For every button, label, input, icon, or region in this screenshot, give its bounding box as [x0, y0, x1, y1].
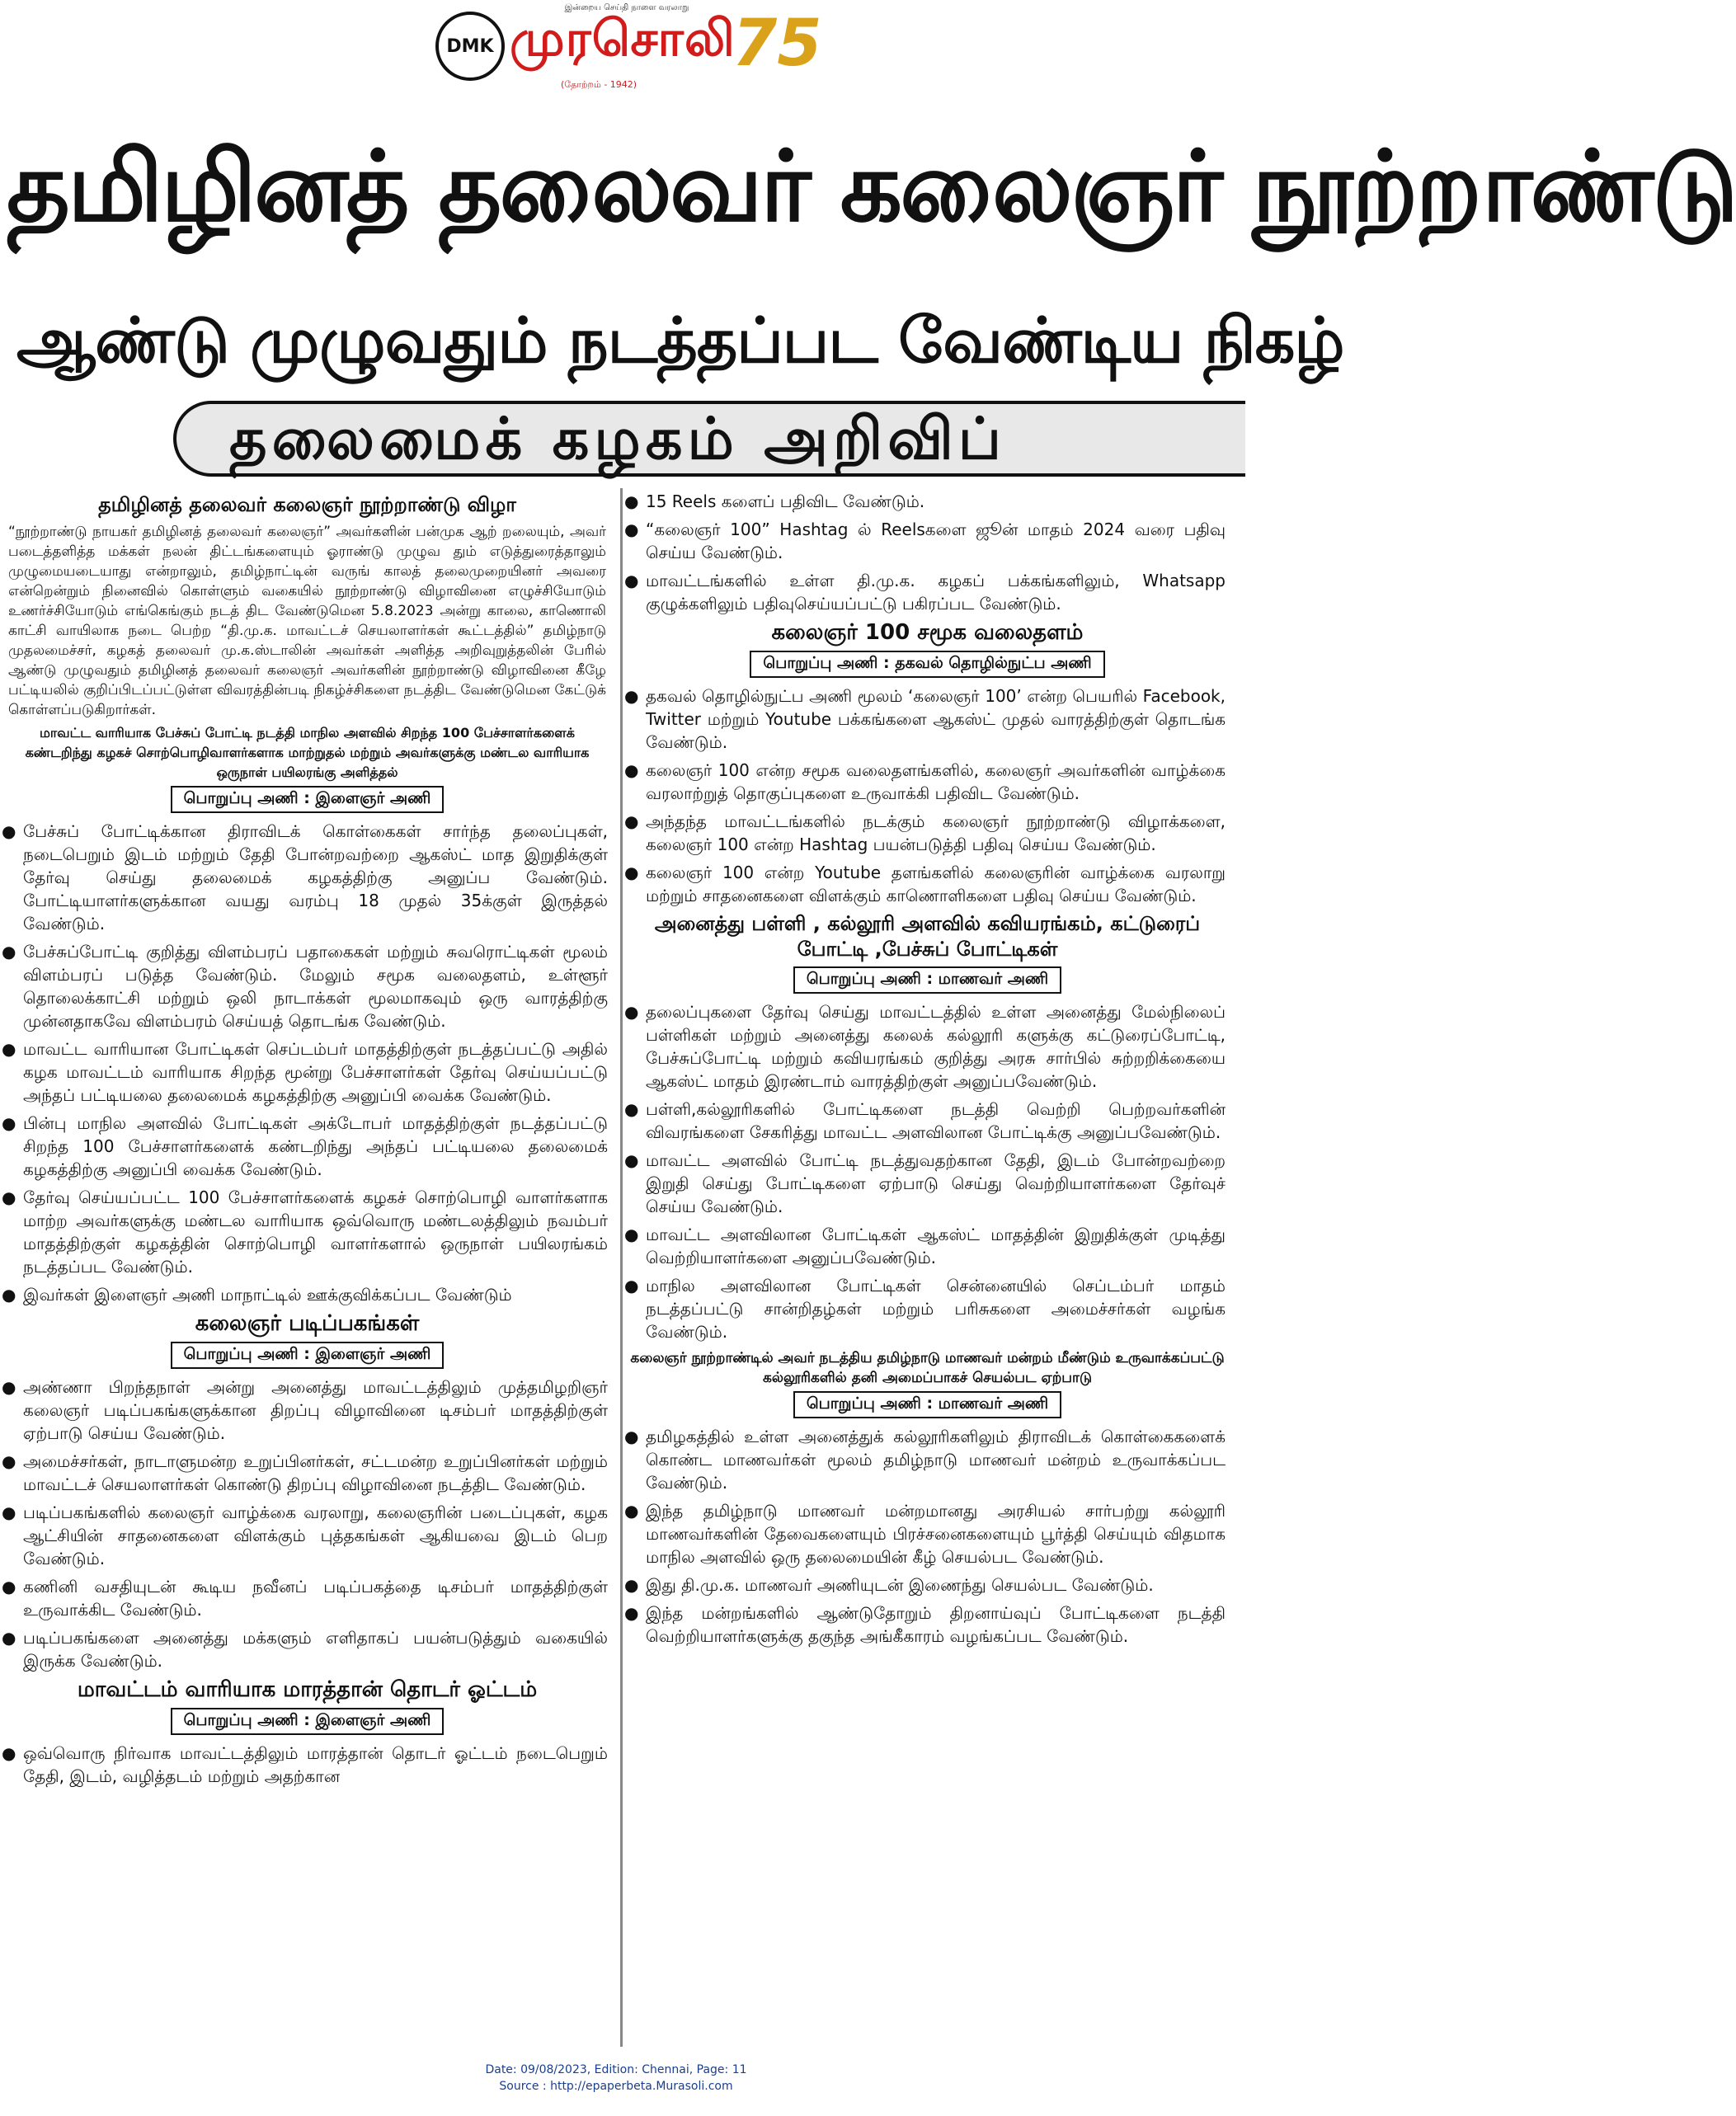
newspaper-subtitle: (தோற்றம் - 1942) — [561, 79, 637, 90]
speech-contest-note: மாவட்ட வாரியாக பேச்சுப் போட்டி நடத்தி மாநில அளவில் சிறந்த 100 பேச்சாளர்களைக் கண்டறிந்து கழகச் சொற்பொழிவாளர்களாக மாற்றுதல் மற்றும் அவர்களுக்கு மண்டல வாரியாக ஒருநாள் பயிலரங்கு அளித்தல் — [25, 725, 590, 780]
list-item: ● பேச்சுப் போட்டிக்கான திராவிடக் கொள்கைகள் சார்ந்த தலைப்புகள், நடைபெறும் இடம் மற்றும் தேதி போன்றவற்றை ஆகஸ்ட் மாத இறுதிக்குள் தேர்வு செய்து தலைமைக் கழகத்திற்கு அனுப்ப வேண்டும். போட்டியாளர்களுக்கான வயது வரம்பு 18 முதல் 35க்குள் இருத்தல் வேண்டும். — [23, 820, 608, 935]
list-item: ● கலைஞர் 100 என்ற Youtube தளங்களில் கலைஞரின் வாழ்க்கை வரலாறு மற்றும் சாதனைகளை விளக்கும் காணொளிகளை பதிவு செய்ய வேண்டும். — [646, 861, 1226, 907]
list-item: ● மாநில அளவிலான போட்டிகள் சென்னையில் செப்டம்பர் மாதம் நடத்தப்பட்டு சான்றிதழ்கள் மற்றும் பரிசுகளை அமைச்சர்கள் வழங்க வேண்டும். — [646, 1274, 1226, 1343]
list-item: ● ஒவ்வொரு நிர்வாக மாவட்டத்திலும் மாரத்தான் தொடர் ஓட்டம் நடைபெறும் தேதி, இடம், வழித்தடம் மற்றும் அதற்கான — [23, 1742, 608, 1788]
list-item: ● மாவட்டங்களில் உள்ள தி.மு.க. கழகப் பக்கங்களிலும், Whatsapp குழுக்களிலும் பதிவுசெய்யப்பட்டு பகிரப்பட வேண்டும். — [646, 569, 1226, 615]
list-item: ● அண்ணா பிறந்தநாள் அன்று அனைத்து மாவட்டத்திலும் முத்தமிழறிஞர் கலைஞர் படிப்பகங்களுக்கான திறப்பு விழாவினை டிசம்பர் மாதத்திற்குள் ஏற்பாடு செய்ய வேண்டும். — [23, 1375, 608, 1445]
page-footer — [0, 2062, 1232, 2095]
list-item: ● இந்த மன்றங்களில் ஆண்டுதோறும் திறனாய்வுப் போட்டிகளை நடத்தி வெற்றியாளர்களுக்கு தகுந்த அங்கீகாரம் வழங்கப்பட வேண்டும். — [646, 1601, 1226, 1648]
reels-list — [623, 490, 1232, 615]
list-item: ● இது தி.மு.க. மாணவர் அணியுடன் இணைந்து செயல்பட வேண்டும். — [646, 1573, 1226, 1596]
school-contest-list — [623, 1000, 1232, 1343]
main-headline: தமிழினத் தலைவர் கலைஞர் நூற்றாண்டு — [7, 129, 1736, 243]
speech-contest-list — [0, 820, 614, 1306]
responsibility-label: பொறுப்பு அணி : மாணவர் அணி — [793, 1391, 1061, 1418]
student-forum-note: கலைஞர் நூற்றாண்டில் அவர் நடத்திய தமிழ்நாடு மாணவர் மன்றம் மீண்டும் உருவாக்கப்பட்டு கல்லூரிகளில் தனி அமைப்பாகச் செயல்பட ஏற்பாடு — [630, 1350, 1225, 1386]
edition-date: Date: 09/08/2023, Edition: Chennai, Page: 11 — [485, 2063, 747, 2076]
responsibility-label: பொறுப்பு அணி : இளைஞர் அணி — [171, 786, 445, 813]
marathon-title: மாவட்டம் வாரியாக மாரத்தான் தொடர் ஓட்டம் — [77, 1677, 538, 1702]
right-column — [620, 488, 1232, 2047]
student-forum-list — [623, 1425, 1232, 1648]
social-media-list — [623, 684, 1232, 907]
list-item: ● படிப்பகங்களை அனைத்து மக்களும் எளிதாகப் பயன்படுத்தும் வகையில் இருக்க வேண்டும். — [23, 1626, 608, 1672]
left-column — [0, 488, 614, 2047]
list-item: ● மாவட்ட வாரியான போட்டிகள் செப்டம்பர் மாதத்திற்குள் நடத்தப்பட்டு அதில் கழக மாவட்டம் வாரியாக சிறந்த மூன்று பேச்சாளர்கள் தேர்வு செய்யப்பட்டு அந்தப் பட்டியலை தலைமைக் கழகத்திற்கு அனுப்பி வைக்க வேண்டும். — [23, 1037, 608, 1107]
social-media-title: கலைஞர் 100 சமூக வலைதளம் — [771, 620, 1084, 645]
newspaper-name: முரசொலி — [510, 10, 736, 68]
list-item: ● தேர்வு செய்யப்பட்ட 100 பேச்சாளர்களைக் கழகச் சொற்பொழி வாளர்களாக மாற்ற அவர்களுக்கு மண்டல வாரியாக ஒவ்வொரு மண்டலத்திலும் நவம்பர் மாதத்திற்குள் கழகத்தின் சொற்பொழி வாளர்களால் ஒருநாள் பயிலரங்கம் நடத்தப்பட வேண்டும். — [23, 1186, 608, 1278]
anniversary-emblem: 75 — [732, 7, 822, 81]
responsibility-label: பொறுப்பு அணி : இளைஞர் அணி — [171, 1342, 445, 1369]
responsibility-label: பொறுப்பு அணி : இளைஞர் அணி — [171, 1708, 445, 1735]
list-item: ● தமிழகத்தில் உள்ள அனைத்துக் கல்லூரிகளிலும் திராவிடக் கொள்கைகளைக் கொண்ட மாணவர்கள் மூலம் தமிழ்நாடு மாணவர் மன்றம் உருவாக்கப்பட வேண்டும். — [646, 1425, 1226, 1494]
list-item: ● தலைப்புகளை தேர்வு செய்து மாவட்டத்தில் உள்ள அனைத்து மேல்நிலைப் பள்ளிகள் மற்றும் அனைத்து கலைக் கல்லூரி களுக்கு கட்டுரைப்போட்டி, பேச்சுப்போட்டி மற்றும் கவியரங்கம் குறித்து அரசு சார்பில் சுற்றறிக்கையை ஆகஸ்ட் மாதம் இரண்டாம் வாரத்திற்குள் அனுப்பவேண்டும். — [646, 1000, 1226, 1093]
library-title: கலைஞர் படிப்பகங்கள் — [195, 1311, 420, 1336]
list-item: ● இந்த தமிழ்நாடு மாணவர் மன்றமானது அரசியல் சார்பற்று கல்லூரி மாணவர்களின் தேவைகளையும் பிரச்சனைகளையும் பூர்த்தி செய்யும் விதமாக மாநில அளவில் ஒரு தலைமையின் கீழ் செயல்பட வேண்டும். — [646, 1499, 1226, 1568]
announcement-banner: தலைமைக் கழகம் அறிவிப் — [173, 401, 1245, 477]
list-item: ● மாவட்ட அளவில் போட்டி நடத்துவதற்கான தேதி, இடம் போன்றவற்றை இறுதி செய்து போட்டிகளை ஏற்பாடு செய்து வெற்றியாளர்களை தேர்வுச் செய்ய வேண்டும். — [646, 1149, 1226, 1218]
list-item: ● பள்ளி,கல்லூரிகளில் போட்டிகளை நடத்தி வெற்றி பெற்றவர்களின் விவரங்களை சேகரித்து மாவட்ட அளவிலான போட்டிக்கு அனுப்பவேண்டும். — [646, 1098, 1226, 1144]
source-link[interactable]: Source : http://epaperbeta.Murasoli.com — [499, 2080, 733, 2093]
intro-paragraph: “நூற்றாண்டு நாயகர் தமிழினத் தலைவர் கலைஞர்” அவர்களின் பன்முக ஆற் றலையும், அவர் படைத்தளித்த மக்கள் நலன் திட்டங்களையும் ஓராண்டு முழுவ தும் எடுத்துரைத்தாலும் முழுமையடையாது என்றாலும், தமிழ்நாட்டின் வருங் காலத் தலைமுறையினர் அவரை என்றென்றும் நினைவில் கொள்ளும் வகையில் நூற்றாண்டு விழாவினை எழுச்சியோடும் உணர்ச்சியோடும் எங்கெங்கும் நடத் திட வேண்டுமென 5.8.2023 அன்று காலை, காணொலி காட்சி வாயிலாக நடை பெற்ற “தி.மு.க. மாவட்டச் செயலாளர்கள் கூட்டத்தில்” தமிழ்நாடு முதலமைச்சர், கழகத் தலைவர் மு.க.ஸ்டாலின் அவர்கள் அளித்த அறிவுறுத்தலின் பேரில் ஆண்டு முழுவதும் தமிழினத் தலைவர் கலைஞர் அவர்களின் நூற்றாண்டு விழாவினை கீழே பட்டியலில் குறிப்பிடப்பட்டுள்ள விவரத்தின்படி நிகழ்ச்சிகளை நடத்திட வேண்டுமென கேட்டுக் கொள்ளப்படுகிறார்கள். — [8, 524, 606, 718]
sub-headline: ஆண்டு முழுவதும் நடத்தப்பட வேண்டிய நிகழ் — [16, 303, 1344, 377]
list-item: ● கணினி வசதியுடன் கூடிய நவீனப் படிப்பகத்தை டிசம்பர் மாதத்திற்குள் உருவாக்கிட வேண்டும். — [23, 1575, 608, 1621]
list-item: ● கலைஞர் 100 என்ற சமூக வலைதளங்களில், கலைஞர் அவர்களின் வாழ்க்கை வரலாற்றுத் தொகுப்புகளை உருவாக்கி பதிவிட வேண்டும். — [646, 759, 1226, 805]
list-item: ● மாவட்ட அளவிலான போட்டிகள் ஆகஸ்ட் மாதத்தின் இறுதிக்குள் முடித்து வெற்றியாளர்களை அனுப்பவேண்டும். — [646, 1223, 1226, 1269]
list-item: ● இவர்கள் இளைஞர் அணி மாநாட்டில் ஊக்குவிக்கப்பட வேண்டும் — [23, 1283, 608, 1306]
list-item: ● “கலைஞர் 100” Hashtag ல் Reelsகளை ஜூன் மாதம் 2024 வரை பதிவு செய்ய வேண்டும். — [646, 518, 1226, 564]
list-item: ● அமைச்சர்கள், நாடாளுமன்ற உறுப்பினர்கள், சட்டமன்ற உறுப்பினர்கள் மற்றும் மாவட்டச் செயலாளர்கள் கொண்டு திறப்பு விழாவினை நடத்திட வேண்டும். — [23, 1450, 608, 1496]
marathon-list — [0, 1742, 614, 1788]
masthead — [0, 0, 1232, 99]
list-item: ● 15 Reels களைப் பதிவிட வேண்டும். — [646, 490, 1226, 513]
list-item: ● பின்பு மாநில அளவில் போட்டிகள் அக்டோபர் மாதத்திற்குள் நடத்தப்பட்டு சிறந்த 100 பேச்சாளர்களைக் கண்டறிந்து அந்தப் பட்டியலை தலைமைக் கழகத்திற்கு அனுப்பி வைக்க வேண்டும். — [23, 1112, 608, 1181]
masthead-tagline: இன்றைய செய்தி நாளை வரலாறு — [564, 3, 689, 12]
responsibility-label: பொறுப்பு அணி : மாணவர் அணி — [793, 966, 1061, 994]
intro-title: தமிழினத் தலைவர் கலைஞர் நூற்றாண்டு விழா — [98, 493, 516, 516]
list-item: ● படிப்பகங்களில் கலைஞர் வாழ்க்கை வரலாறு, கலைஞரின் படைப்புகள், கழக ஆட்சியின் சாதனைகளை விளக்கும் புத்தகங்கள் ஆகியவை இடம் பெற வேண்டும். — [23, 1501, 608, 1570]
list-item: ● பேச்சுப்போட்டி குறித்து விளம்பரப் பதாகைகள் மற்றும் சுவரொட்டிகள் மூலம் விளம்பரப் படுத்த வேண்டும். மேலும் சமூக வலைதளம், உள்ளூர் தொலைக்காட்சி மற்றும் ஒலி நாடாக்கள் மூலமாகவும் ஒரு வாரத்திற்கு முன்னதாகவே விளம்பரம் செய்யத் தொடங்க வேண்டும். — [23, 940, 608, 1032]
school-contest-title: அனைத்து பள்ளி , கல்லூரி அளவில் கவியரங்கம், கட்டுரைப் போட்டி ,பேச்சுப் போட்டிகள் — [654, 912, 1201, 961]
library-list — [0, 1375, 614, 1672]
list-item: ● அந்தந்த மாவட்டங்களில் நடக்கும் கலைஞர் நூற்றாண்டு விழாக்களை, கலைஞர் 100 என்ற Hashtag பயன்படுத்தி பதிவு செய்ய வேண்டும். — [646, 810, 1226, 856]
party-logo: DMK — [435, 12, 505, 81]
list-item: ● தகவல் தொழில்நுட்ப அணி மூலம் ‘கலைஞர் 100’ என்ற பெயரில் Facebook, Twitter மற்றும் Youtube பக்கங்களை ஆகஸ்ட் முதல் வாரத்திற்குள் தொடங்க வேண்டும். — [646, 684, 1226, 754]
responsibility-label: பொறுப்பு அணி : தகவல் தொழில்நுட்ப அணி — [750, 651, 1104, 678]
